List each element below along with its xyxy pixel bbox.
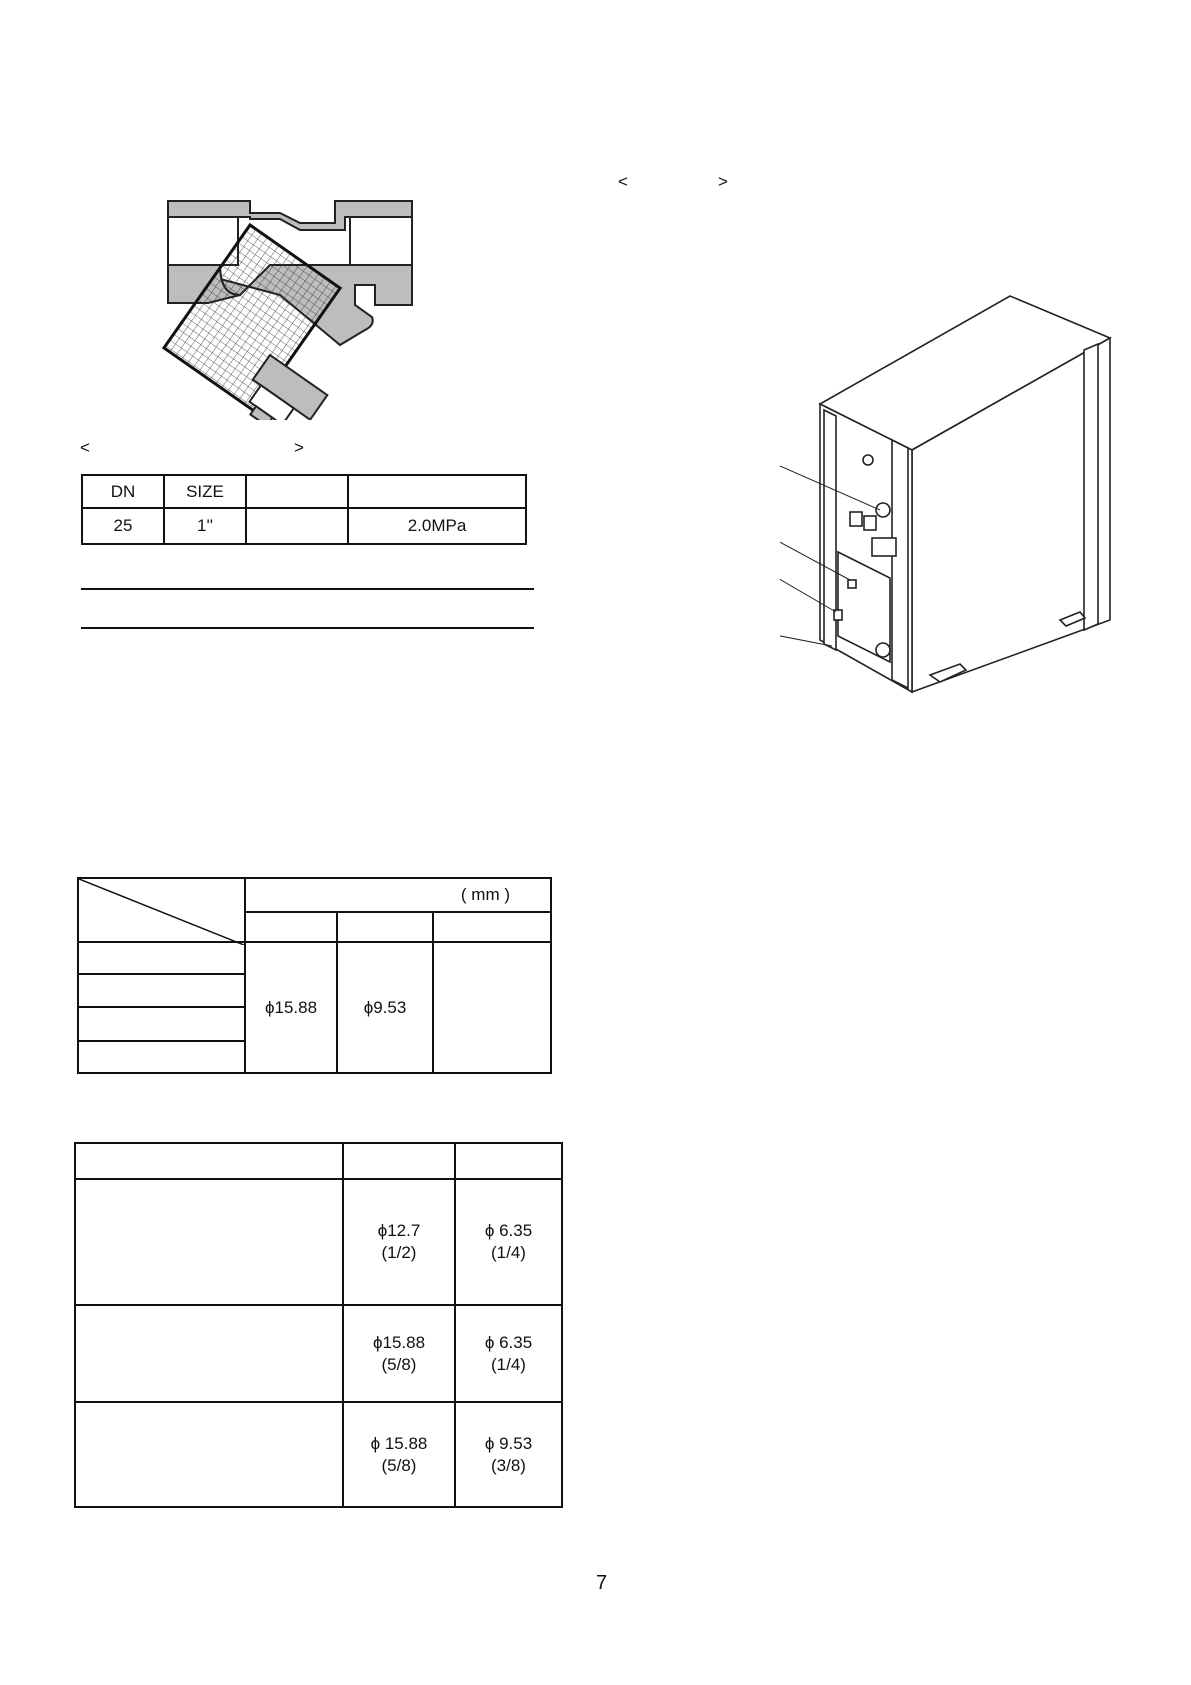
liquid-cell-2	[455, 1305, 562, 1402]
liquid-inch-2: (1/4)	[491, 1354, 526, 1374]
unit-header	[245, 878, 551, 912]
gas-inch-3: (5/8)	[381, 1455, 417, 1475]
gas-size-3: ϕ 15.88	[370, 1433, 428, 1453]
rule-top	[81, 588, 534, 590]
model-cell-1	[75, 1179, 343, 1305]
liquid-size-2: ϕ 6.35	[484, 1332, 533, 1352]
strainer-spec-table	[81, 474, 527, 545]
cell-dn: 25	[82, 508, 164, 544]
unit-caption-close: >	[718, 172, 728, 191]
model-row-1	[78, 942, 245, 974]
strainer-caption-open: <	[80, 438, 90, 457]
unit-label: ( mm )	[460, 885, 510, 904]
subheader-1	[245, 912, 337, 942]
col-header-model	[75, 1143, 343, 1179]
subheader-2	[337, 912, 433, 942]
strainer-caption-close: >	[294, 438, 304, 457]
y-strainer-drawing	[160, 195, 420, 420]
cell-3	[246, 508, 348, 544]
liquid-cell-1	[455, 1179, 562, 1305]
cell-pressure: 2.0MPa	[348, 508, 526, 544]
header-size: SIZE	[164, 475, 246, 508]
diagonal-line	[79, 879, 244, 945]
pipe-size-table-2	[74, 1142, 563, 1508]
col-header-liquid	[455, 1143, 562, 1179]
model-cell-3	[75, 1402, 343, 1507]
gas-cell-3	[343, 1402, 455, 1507]
diameter-third	[433, 942, 551, 1073]
cell-size: 1''	[164, 508, 246, 544]
gas-cell-2	[343, 1305, 455, 1402]
gas-inch-2: (5/8)	[381, 1354, 417, 1374]
liquid-cell-3	[455, 1402, 562, 1507]
model-row-2	[78, 974, 245, 1007]
subheader-3	[433, 912, 551, 942]
model-row-3	[78, 1007, 245, 1041]
pipe-size-table-1	[77, 877, 552, 1074]
diameter-small: ϕ9.53	[337, 942, 433, 1073]
header-3	[246, 475, 348, 508]
model-cell-2	[75, 1305, 343, 1402]
col-header-gas	[343, 1143, 455, 1179]
page-number: 7	[596, 1572, 608, 1594]
outdoor-unit-drawing	[780, 290, 1120, 700]
liquid-size-1: ϕ 6.35	[484, 1221, 533, 1240]
liquid-inch-1: (1/4)	[491, 1243, 526, 1262]
gas-inch-1: (1/2)	[381, 1243, 417, 1262]
gas-size-1: ϕ12.7	[377, 1221, 421, 1240]
gas-cell-1	[343, 1179, 455, 1305]
diagonal-header-cell	[78, 878, 245, 942]
liquid-inch-3: (3/8)	[491, 1455, 526, 1475]
liquid-size-3: ϕ 9.53	[484, 1433, 533, 1453]
header-dn: DN	[82, 475, 164, 508]
unit-caption-open: <	[618, 172, 628, 191]
gas-size-2: ϕ15.88	[372, 1332, 426, 1352]
rule-bottom	[81, 627, 534, 629]
header-4	[348, 475, 526, 508]
model-row-4	[78, 1041, 245, 1073]
diameter-large: ϕ15.88	[245, 942, 337, 1073]
